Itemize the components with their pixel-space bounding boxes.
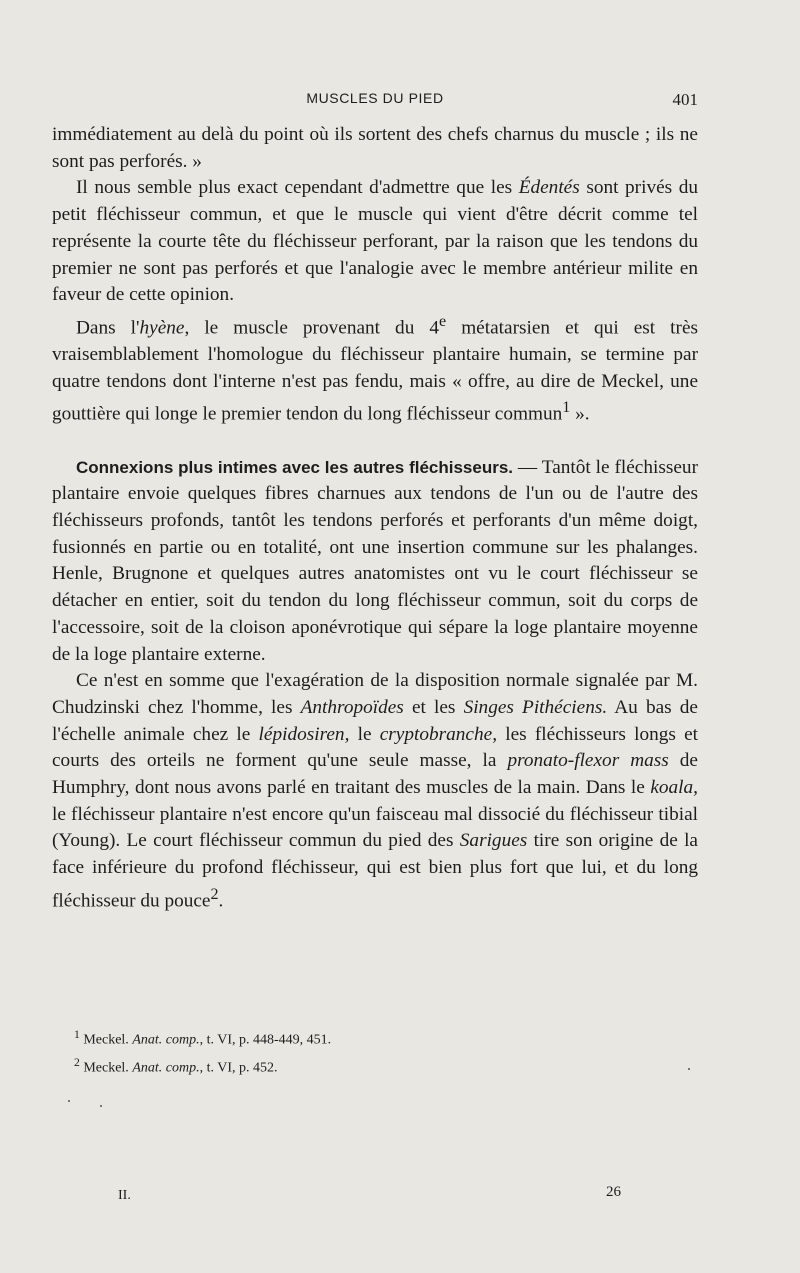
body-text: [52, 122, 698, 915]
paragraph: Ce n'est en somme que l'exagération de la disposition normale signalée par M. Chudzinski chez l'homme, les Anthropoïdes et les Singes Pithéciens. Au bas de l'échelle animale chez le lépidosiren, le cryptobranche, les fléchisseurs longs et courts des orteils ne forment qu'une seule masse, la pronato-flexor mass de Humphry, dont nous avons parlé en traitant des muscles de la main. Dans le koala, le fléchisseur plantaire n'est encore qu'un faisceau mal dissocié du fléchisseur tibial (Young). Le court fléchisseur commun du pied des Sarigues tire son origine de la face inférieure du profond fléchisseur, qui est bien plus fort que lui, et du long fléchisseur du pouce$^2$.: [52, 670, 698, 912]
footnote: $^1$ Meckel. Anat. comp., t. VI, p. 448-449, 451.: [74, 1028, 332, 1048]
running-title: MUSCLES DU PIED: [306, 90, 444, 106]
running-header: [52, 90, 698, 112]
paper-speck: [68, 1100, 70, 1102]
footnote-ref: 1: [562, 399, 571, 417]
page-number: 401: [672, 90, 698, 109]
paper-speck: [688, 1068, 690, 1070]
signature-mark: II.: [118, 1188, 131, 1203]
sheet-number: 26: [606, 1184, 621, 1200]
italic-term: Édentés: [518, 177, 580, 199]
section-heading: Connexions plus intimes avec les autres fléchisseurs.: [76, 457, 514, 477]
footnote-ref: 2: [210, 885, 219, 903]
paragraph: immédiatement au delà du point où ils sortent des chefs charnus du muscle ; ils ne sont pas perforés. »: [52, 124, 698, 172]
italic-term: hyène: [139, 317, 185, 339]
footnotes: [74, 1024, 331, 1079]
paragraph: Il nous semble plus exact cependant d'admettre que les Édentés sont privés du petit fléchisseur commun, et que le muscle qui vient d'être décrit comme tel représente la courte tête du fléchisseur perforant, par la raison que les tendons du premier ne sont pas perforés et que l'analogie avec le membre antérieur milite en faveur de cette opinion.: [52, 177, 698, 306]
footnote: $^2$ Meckel. Anat. comp., t. VI, p. 452.: [74, 1055, 278, 1076]
paper-speck: [100, 1105, 102, 1107]
paragraph: Connexions plus intimes avec les autres fléchisseurs. — Tantôt le fléchisseur plantaire envoie quelques fibres charnues aux tendons de l'un ou de l'autre des fléchisseurs profonds, tantôt les tendons perforés et perforants d'un même doigt, fusionnés en partie ou en totalité, ont une insertion commune sur les phalanges. Henle, Brugnone et quelques autres anatomistes ont vu le court fléchisseur se détacher en entier, soit du tendon du long fléchisseur commun, soit du corps de l'accessoire, soit de la cloison aponévrotique qui sépare la loge plantaire moyenne de la loge plantaire externe.: [52, 456, 698, 665]
paragraph: Dans l'hyène, le muscle provenant du 4e métatarsien et qui est très vraisemblablement l'homologue du fléchisseur plantaire humain, se termine par quatre tendons dont l'interne n'est pas fendu, mais « offre, au dire de Meckel, une gouttière qui longe le premier tendon du long fléchisseur commun$^1$ ».: [52, 312, 698, 425]
